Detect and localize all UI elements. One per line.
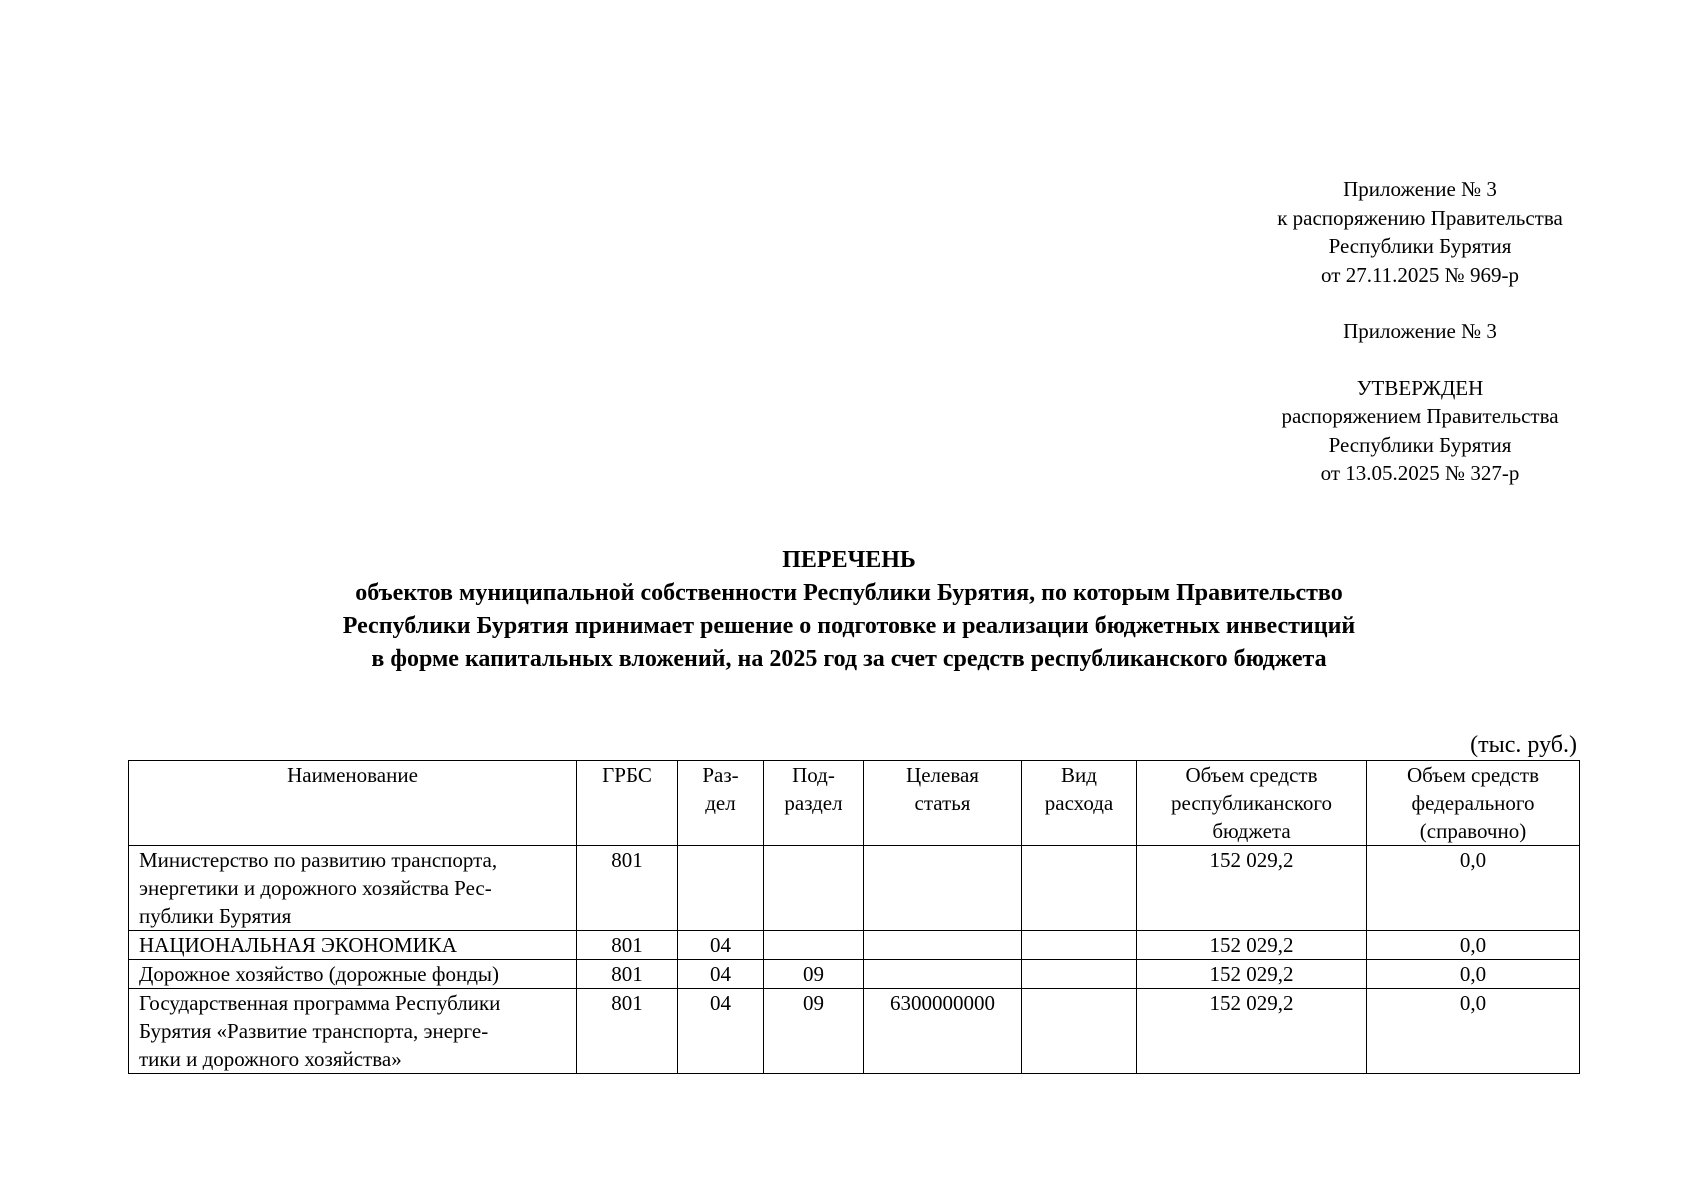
header-text: дел <box>705 791 736 815</box>
header-article <box>864 761 1022 846</box>
appendix-block <box>1230 175 1610 488</box>
cell-rep-budget: 152 029,2 <box>1137 989 1367 1074</box>
header-text: Наименование <box>287 763 418 787</box>
cell-razdel <box>678 846 764 931</box>
cell-grbs: 801 <box>577 931 678 960</box>
cell-podrazdel <box>764 931 864 960</box>
spacer <box>1230 346 1610 374</box>
approval-line: УТВЕРЖДЕН <box>1356 375 1484 400</box>
cell-podrazdel: 09 <box>764 960 864 989</box>
header-text: раздел <box>784 791 843 815</box>
spacer <box>1230 289 1610 317</box>
appendix-line: Республики Бурятия <box>1328 234 1512 258</box>
cell-name <box>129 931 577 960</box>
cell-fed-budget: 0,0 <box>1367 960 1580 989</box>
header-name <box>129 761 577 846</box>
cell-text: Бурятия «Развитие транспорта, энерге- <box>139 1019 489 1043</box>
cell-name <box>129 846 577 931</box>
cell-rep-budget: 152 029,2 <box>1137 960 1367 989</box>
cell-vid <box>1022 846 1137 931</box>
approval-line: распоряжением Правительства <box>1281 404 1559 428</box>
cell-text: энергетики и дорожного хозяйства Рес- <box>139 876 492 900</box>
cell-article <box>864 931 1022 960</box>
cell-article: 6300000000 <box>864 989 1022 1074</box>
budget-table <box>128 760 1580 1074</box>
title-line: в форме капитальных вложений, на 2025 год за счет средств республиканского бюджета <box>371 646 1327 672</box>
cell-fed-budget: 0,0 <box>1367 931 1580 960</box>
cell-vid <box>1022 960 1137 989</box>
approval-line: от 13.05.2025 № 327-р <box>1320 461 1520 485</box>
document-title <box>0 544 1698 676</box>
cell-name <box>129 989 577 1074</box>
cell-name <box>129 960 577 989</box>
cell-rep-budget: 152 029,2 <box>1137 846 1367 931</box>
header-razdel <box>678 761 764 846</box>
cell-text: НАЦИОНАЛЬНАЯ ЭКОНОМИКА <box>139 933 457 957</box>
cell-article <box>864 960 1022 989</box>
header-podrazdel <box>764 761 864 846</box>
title-line: объектов муниципальной собственности Республики Бурятия, по которым Правительство <box>355 580 1343 606</box>
cell-grbs: 801 <box>577 960 678 989</box>
title-heading: ПЕРЕЧЕНЬ <box>782 547 916 573</box>
header-fed-budget <box>1367 761 1580 846</box>
appendix-line: к распоряжению Правительства <box>1277 205 1563 230</box>
approval-line: Республики Бурятия <box>1328 432 1512 457</box>
header-vid <box>1022 761 1137 846</box>
header-text: бюджета <box>1212 819 1291 843</box>
title-line: Республики Бурятия принимает решение о подготовке и реализации бюджетных инвестиций <box>342 613 1356 639</box>
cell-podrazdel: 09 <box>764 989 864 1074</box>
header-text: статья <box>914 791 971 815</box>
cell-article <box>864 846 1022 931</box>
cell-rep-budget: 152 029,2 <box>1137 931 1367 960</box>
cell-vid <box>1022 931 1137 960</box>
cell-razdel: 04 <box>678 960 764 989</box>
header-text: Целевая <box>906 763 979 787</box>
header-text: Объем средств <box>1406 763 1539 787</box>
cell-text: Государственная программа Республики <box>139 991 501 1015</box>
header-text: Под- <box>792 763 835 787</box>
cell-text: тики и дорожного хозяйства» <box>139 1047 402 1071</box>
cell-razdel: 04 <box>678 989 764 1074</box>
cell-grbs: 801 <box>577 989 678 1074</box>
cell-fed-budget: 0,0 <box>1367 989 1580 1074</box>
header-rep-budget <box>1137 761 1367 846</box>
header-text: федерального <box>1411 791 1535 815</box>
cell-razdel: 04 <box>678 931 764 960</box>
table-row <box>129 846 1580 931</box>
header-text: (справочно) <box>1419 819 1527 843</box>
table-row <box>129 931 1580 960</box>
cell-text: Дорожное хозяйство (дорожные фонды) <box>139 962 500 986</box>
table-header-row <box>129 761 1580 846</box>
appendix-line: Приложение № 3 <box>1343 177 1497 201</box>
cell-text: Министерство по развитию транспорта, <box>139 848 498 872</box>
header-text: расхода <box>1044 791 1114 815</box>
appendix-line: Приложение № 3 <box>1343 319 1497 343</box>
header-text: Объем средств <box>1185 763 1318 787</box>
units-label: (тыс. руб.) <box>1470 732 1577 758</box>
appendix-line: от 27.11.2025 № 969-р <box>1321 262 1519 287</box>
cell-fed-budget: 0,0 <box>1367 846 1580 931</box>
table-row <box>129 960 1580 989</box>
header-grbs <box>577 761 678 846</box>
header-text: Вид <box>1061 763 1097 787</box>
cell-vid <box>1022 989 1137 1074</box>
cell-podrazdel <box>764 846 864 931</box>
cell-grbs: 801 <box>577 846 678 931</box>
cell-text: публики Бурятия <box>139 904 292 928</box>
header-text: Раз- <box>702 763 739 787</box>
header-text: ГРБС <box>602 763 652 787</box>
header-text: республиканского <box>1171 791 1332 815</box>
table-row <box>129 989 1580 1074</box>
